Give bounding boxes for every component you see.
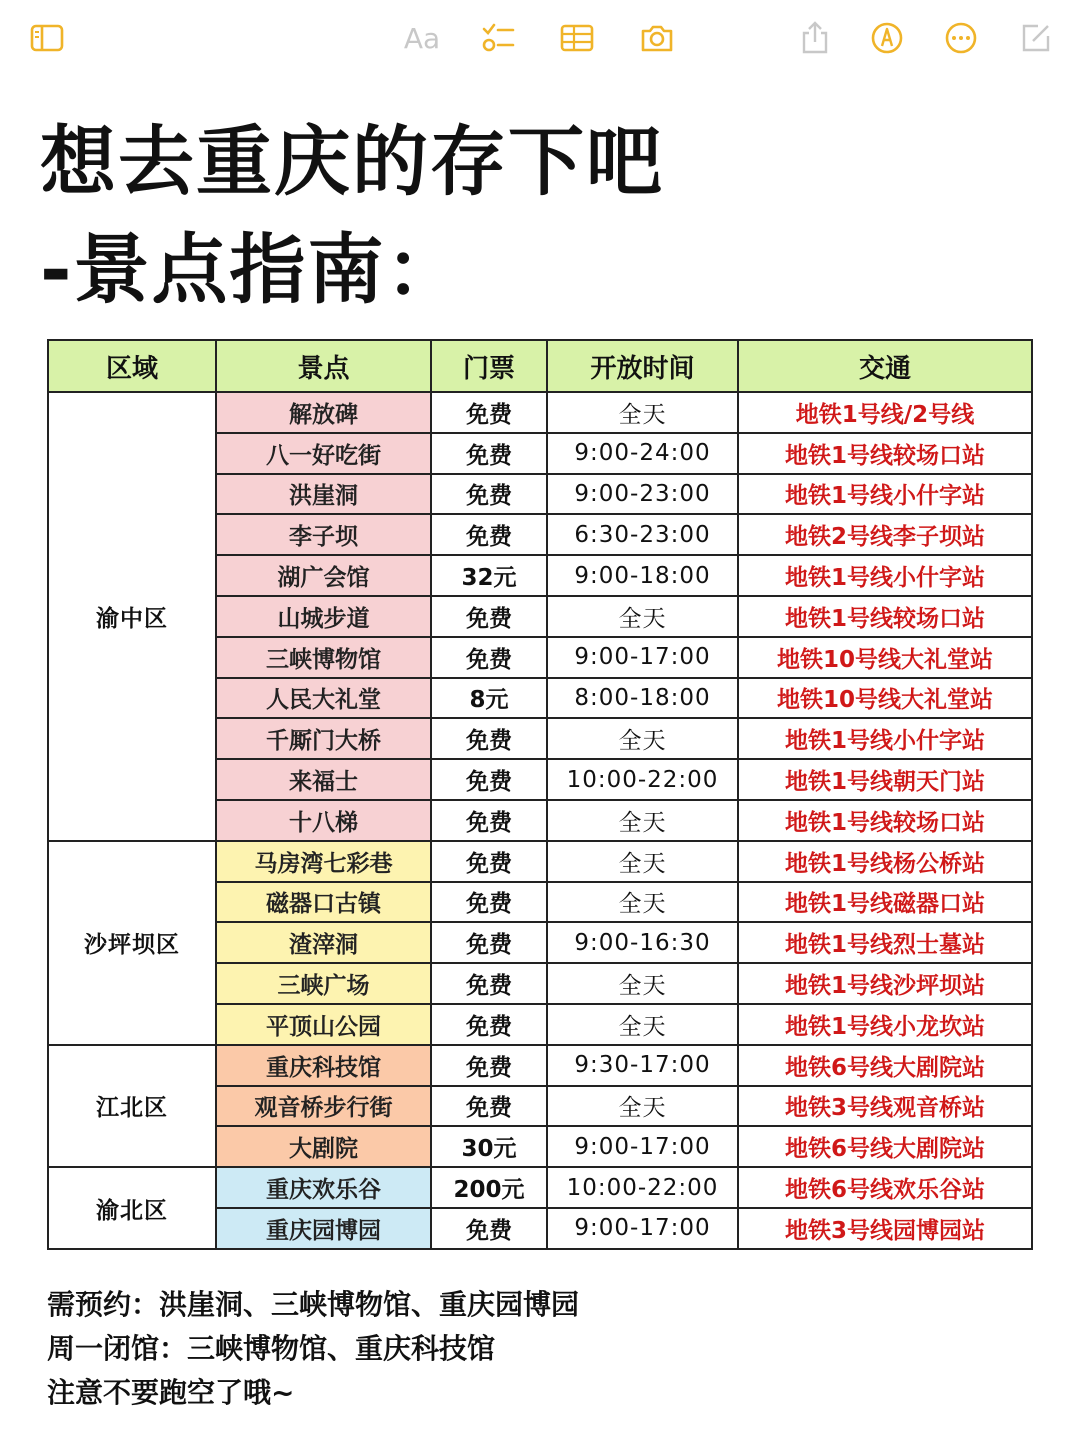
hours-cell: 全天 (547, 800, 738, 841)
transit-cell: 地铁6号线大剧院站 (738, 1126, 1032, 1167)
ticket-cell: 免费 (431, 963, 547, 1004)
column-header: 交通 (738, 340, 1032, 392)
notes-section (47, 1283, 579, 1415)
spot-cell: 马房湾七彩巷 (216, 841, 431, 882)
hours-cell: 9:00-17:00 (547, 637, 738, 678)
note-closed-monday: 周一闭馆：三峡博物馆、重庆科技馆 (47, 1332, 496, 1365)
transit-cell: 地铁1号线小什字站 (738, 474, 1032, 515)
transit-cell: 地铁1号线较场口站 (738, 800, 1032, 841)
hours-cell: 全天 (547, 596, 738, 637)
spot-cell: 八一好吃街 (216, 433, 431, 474)
spot-cell: 十八梯 (216, 800, 431, 841)
text-format-label: Aa (403, 21, 441, 55)
compose-icon[interactable] (1016, 18, 1056, 58)
column-header: 开放时间 (547, 340, 738, 392)
transit-cell: 地铁1号线磁器口站 (738, 882, 1032, 923)
spot-cell: 三峡广场 (216, 963, 431, 1004)
column-header: 景点 (216, 340, 431, 392)
notes-toolbar (0, 0, 1080, 75)
ticket-cell: 免费 (431, 1045, 547, 1086)
hours-cell: 9:00-17:00 (547, 1208, 738, 1249)
ticket-cell: 30元 (431, 1126, 547, 1167)
hours-cell: 全天 (547, 963, 738, 1004)
ticket-cell: 免费 (431, 514, 547, 555)
checklist-icon[interactable] (478, 18, 518, 58)
spot-cell: 解放碑 (216, 392, 431, 433)
share-icon[interactable] (795, 18, 835, 58)
ticket-cell: 免费 (431, 637, 547, 678)
transit-cell: 地铁3号线园博园站 (738, 1208, 1032, 1249)
hours-cell: 10:00-22:00 (547, 759, 738, 800)
hours-cell: 9:00-16:30 (547, 922, 738, 963)
hours-cell: 8:00-18:00 (547, 678, 738, 719)
transit-cell: 地铁1号线小什字站 (738, 555, 1032, 596)
ticket-cell: 免费 (431, 922, 547, 963)
transit-cell: 地铁3号线观音桥站 (738, 1086, 1032, 1127)
spot-cell: 人民大礼堂 (216, 678, 431, 719)
markup-icon[interactable] (867, 18, 907, 58)
transit-cell: 地铁1号线烈士墓站 (738, 922, 1032, 963)
region-cell: 沙坪坝区 (48, 841, 216, 1045)
region-cell: 渝北区 (48, 1167, 216, 1249)
camera-icon[interactable] (637, 18, 677, 58)
ticket-cell: 免费 (431, 718, 547, 759)
transit-cell: 地铁6号线大剧院站 (738, 1045, 1032, 1086)
hours-cell: 全天 (547, 1086, 738, 1127)
spot-cell: 重庆园博园 (216, 1208, 431, 1249)
table-row (48, 841, 1032, 882)
title-line-2: -景点指南： (40, 225, 464, 314)
title-line-1: 想去重庆的存下吧 (40, 117, 664, 206)
spot-cell: 大剧院 (216, 1126, 431, 1167)
table-body (48, 392, 1032, 1249)
transit-cell: 地铁2号线李子坝站 (738, 514, 1032, 555)
column-header: 门票 (431, 340, 547, 392)
spot-cell: 三峡博物馆 (216, 637, 431, 678)
spot-cell: 观音桥步行街 (216, 1086, 431, 1127)
transit-cell: 地铁10号线大礼堂站 (738, 678, 1032, 719)
ticket-cell: 免费 (431, 474, 547, 515)
hours-cell: 全天 (547, 841, 738, 882)
ticket-cell: 免费 (431, 392, 547, 433)
spot-cell: 平顶山公园 (216, 1004, 431, 1045)
ticket-cell: 32元 (431, 555, 547, 596)
table-row (48, 392, 1032, 433)
hours-cell: 全天 (547, 882, 738, 923)
transit-cell: 地铁10号线大礼堂站 (738, 637, 1032, 678)
note-title (40, 108, 664, 324)
spot-cell: 洪崖洞 (216, 474, 431, 515)
spot-cell: 重庆欢乐谷 (216, 1167, 431, 1208)
ticket-cell: 免费 (431, 841, 547, 882)
ticket-cell: 免费 (431, 433, 547, 474)
transit-cell: 地铁1号线/2号线 (738, 392, 1032, 433)
ticket-cell: 200元 (431, 1167, 547, 1208)
table-header-row (48, 340, 1032, 392)
spot-cell: 湖广会馆 (216, 555, 431, 596)
spot-cell: 重庆科技馆 (216, 1045, 431, 1086)
text-format-icon[interactable] (400, 18, 444, 58)
hours-cell: 全天 (547, 1004, 738, 1045)
spot-cell: 渣滓洞 (216, 922, 431, 963)
spot-cell: 来福士 (216, 759, 431, 800)
table-icon[interactable] (557, 18, 597, 58)
table-row (48, 1167, 1032, 1208)
hours-cell: 10:00-22:00 (547, 1167, 738, 1208)
ticket-cell: 免费 (431, 759, 547, 800)
transit-cell: 地铁1号线较场口站 (738, 596, 1032, 637)
spot-cell: 千厮门大桥 (216, 718, 431, 759)
hours-cell: 9:00-24:00 (547, 433, 738, 474)
transit-cell: 地铁1号线杨公桥站 (738, 841, 1032, 882)
note-reminder: 注意不要跑空了哦~ (47, 1376, 295, 1409)
ticket-cell: 免费 (431, 1086, 547, 1127)
note-reservation: 需预约：洪崖洞、三峡博物馆、重庆园博园 (47, 1288, 580, 1321)
spot-cell: 李子坝 (216, 514, 431, 555)
column-header: 区域 (48, 340, 216, 392)
hours-cell: 9:30-17:00 (547, 1045, 738, 1086)
ticket-cell: 8元 (431, 678, 547, 719)
transit-cell: 地铁6号线欢乐谷站 (738, 1167, 1032, 1208)
region-cell: 江北区 (48, 1045, 216, 1167)
ticket-cell: 免费 (431, 882, 547, 923)
transit-cell: 地铁1号线沙坪坝站 (738, 963, 1032, 1004)
spot-cell: 山城步道 (216, 596, 431, 637)
transit-cell: 地铁1号线小龙坎站 (738, 1004, 1032, 1045)
more-icon[interactable] (941, 18, 981, 58)
sidebar-icon[interactable] (27, 18, 67, 58)
table-row (48, 1045, 1032, 1086)
hours-cell: 全天 (547, 718, 738, 759)
ticket-cell: 免费 (431, 596, 547, 637)
hours-cell: 6:30-23:00 (547, 514, 738, 555)
hours-cell: 9:00-18:00 (547, 555, 738, 596)
transit-cell: 地铁1号线朝天门站 (738, 759, 1032, 800)
attractions-table (47, 339, 1033, 1250)
ticket-cell: 免费 (431, 1004, 547, 1045)
hours-cell: 全天 (547, 392, 738, 433)
hours-cell: 9:00-23:00 (547, 474, 738, 515)
transit-cell: 地铁1号线小什字站 (738, 718, 1032, 759)
region-cell: 渝中区 (48, 392, 216, 841)
ticket-cell: 免费 (431, 800, 547, 841)
ticket-cell: 免费 (431, 1208, 547, 1249)
hours-cell: 9:00-17:00 (547, 1126, 738, 1167)
transit-cell: 地铁1号线较场口站 (738, 433, 1032, 474)
spot-cell: 磁器口古镇 (216, 882, 431, 923)
